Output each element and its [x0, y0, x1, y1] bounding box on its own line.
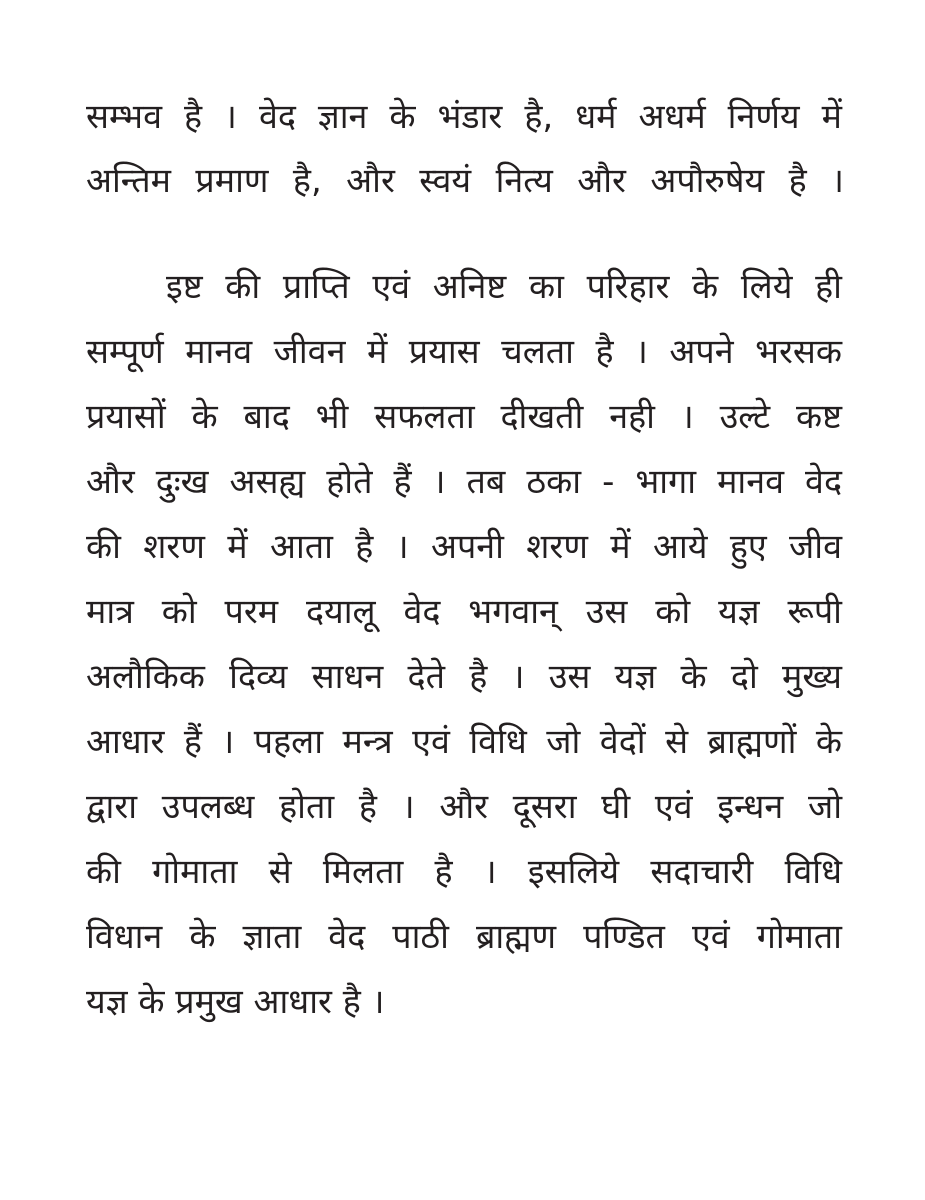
paragraph-line: आधार हैं । पहला मन्त्र एवं विधि जो वेदों से ब्राह्मणों के [86, 722, 842, 762]
paragraph-line: द्वारा उपलब्ध होता है । और दूसरा घी एवं इन्धन जो [86, 787, 842, 827]
paragraph-line: अन्तिम प्रमाण है, और स्वयं नित्य और अपौरुषेय है । [86, 161, 844, 201]
paragraph-line: प्रयासों के बाद भी सफलता दीखती नही । उल्टे कष्ट [86, 397, 842, 437]
paragraph-line: सम्पूर्ण मानव जीवन में प्रयास चलता है । अपने भरसक [86, 332, 842, 372]
paragraph-line: यज्ञ के प्रमुख आधार है । [86, 982, 385, 1022]
paragraph-line: की गोमाता से मिलता है । इसलिये सदाचारी विधि [86, 852, 842, 892]
paragraph-line: की शरण में आता है । अपनी शरण में आये हुए जीव [86, 527, 842, 567]
paragraph-line: विधान के ज्ञाता वेद पाठी ब्राह्मण पण्डित एवं गोमाता [86, 917, 842, 957]
paragraph-line: मात्र को परम दयालू वेद भगवान् उस को यज्ञ रूपी [86, 592, 842, 632]
paragraph-line: इष्ट की प्राप्ति एवं अनिष्ट का परिहार के लिये ही [166, 267, 842, 307]
paragraph-line: और दुःख असह्य होते हैं । तब ठका - भागा मानव वेद [86, 462, 842, 502]
paragraph-line: अलौकिक दिव्य साधन देते है । उस यज्ञ के दो मुख्य [86, 657, 842, 697]
paragraph-line: सम्भव है । वेद ज्ञान के भंडार है, धर्म अधर्म निर्णय में [86, 97, 842, 137]
